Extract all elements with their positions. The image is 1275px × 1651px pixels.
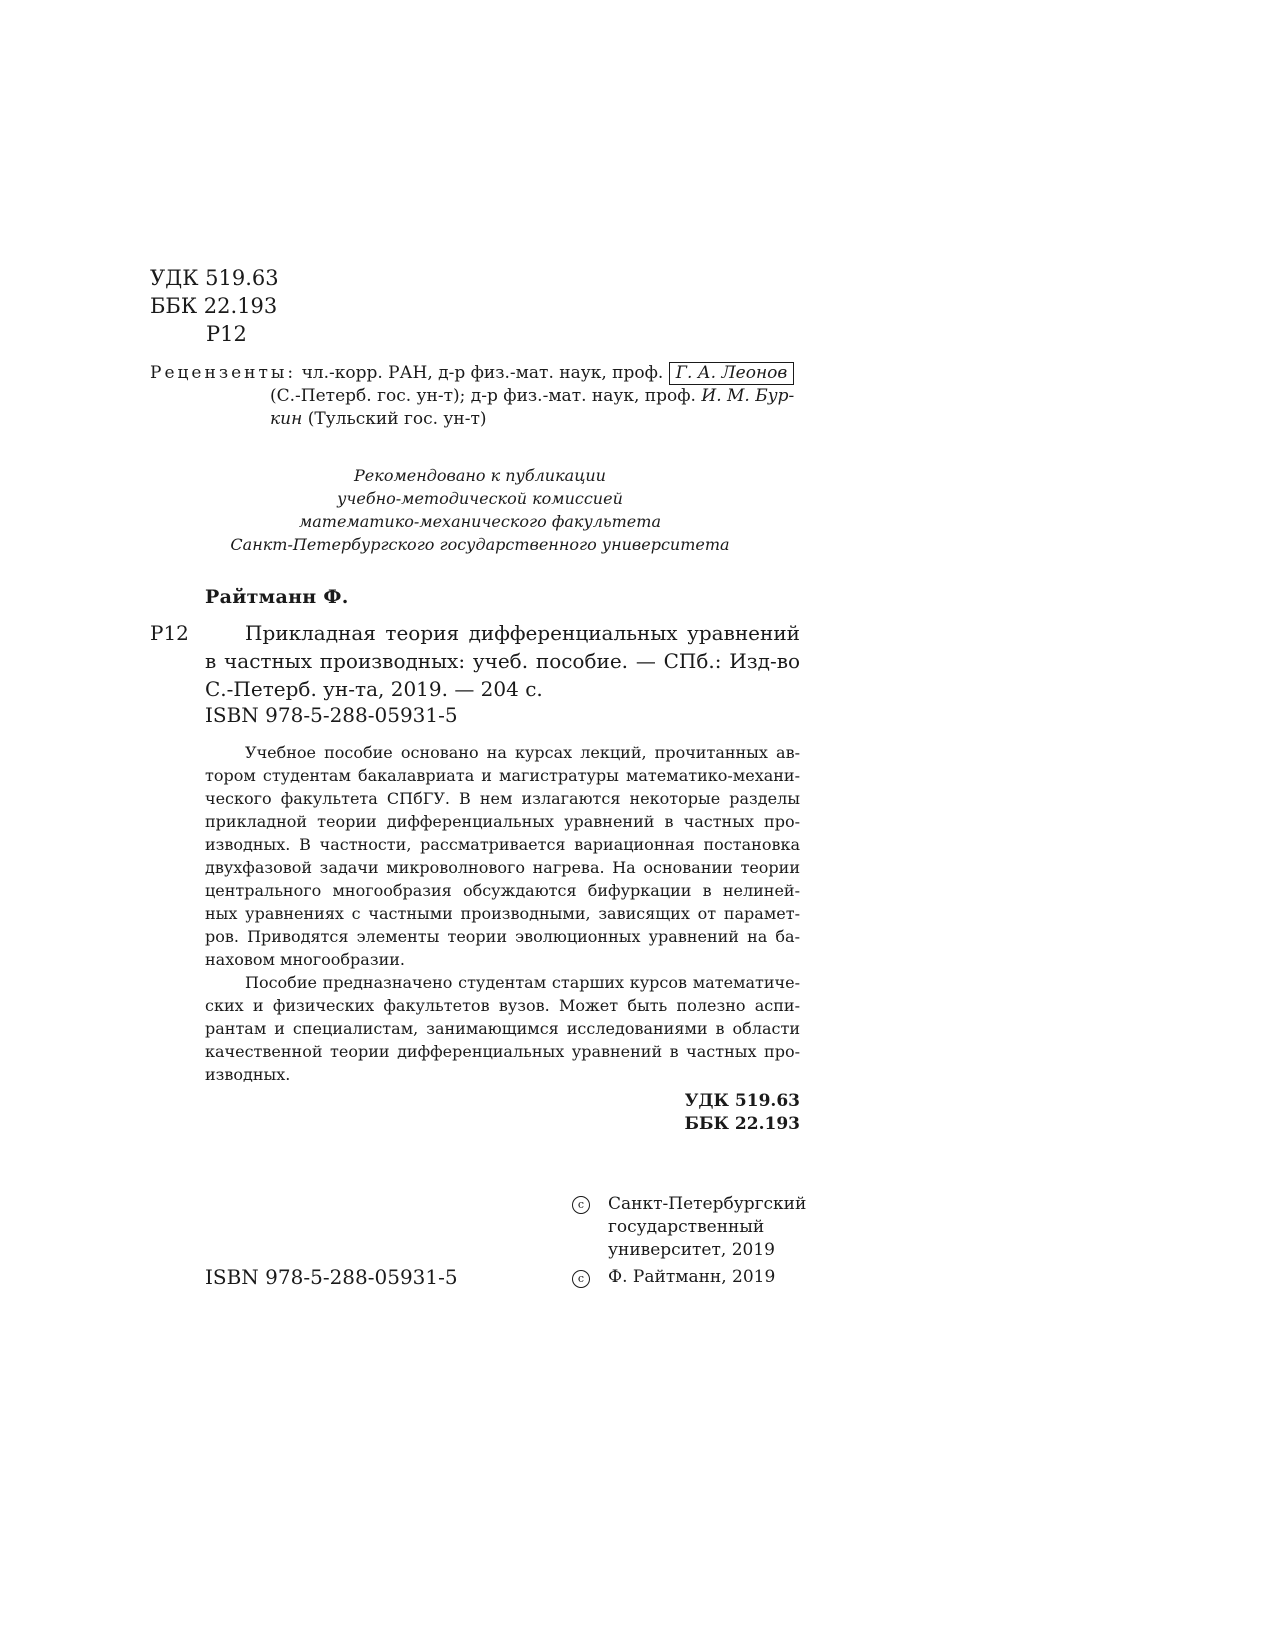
reviewers-continuation xyxy=(150,385,800,408)
reviewer1-name: Г. А. Леонов xyxy=(669,362,795,385)
isbn-bottom: ISBN 978-5-288-05931-5 xyxy=(205,1265,458,1289)
annotation-line: ских и физических факультетов вузов. Может быть полезно аспи- xyxy=(205,996,800,1015)
udk-code-bottom: УДК 519.63 xyxy=(684,1091,800,1111)
recommendation-line: учебно-методической комиссией xyxy=(337,489,623,508)
reviewers-continuation-2 xyxy=(150,408,800,431)
copyright-line: Санкт-Петербургский xyxy=(608,1194,807,1214)
udk-code: УДК 519.63 xyxy=(150,266,279,290)
recommendation-line: математико-механического факультета xyxy=(299,512,661,531)
reviewers-label: Рецензенты: xyxy=(150,363,297,383)
reviewers-block xyxy=(150,362,800,431)
annotation-line: ческого факультета СПбГУ. В нем излагаются некоторые разделы xyxy=(205,789,800,808)
bbk-code-bottom: ББК 22.193 xyxy=(684,1114,800,1134)
annotation-line: качественной теории дифференциальных уравнений в частных про- xyxy=(205,1042,800,1061)
copyright-holder-2: Ф. Райтманн, 2019 xyxy=(608,1267,776,1287)
catalog-description xyxy=(205,619,800,703)
copyright-icon: c xyxy=(572,1196,590,1214)
annotation-block xyxy=(205,741,800,1086)
catalog-code: Р12 xyxy=(150,621,189,645)
annotation-line: Пособие предназначено студентам старших курсов математиче- xyxy=(245,973,800,992)
reviewer2-name-part2: кин xyxy=(270,409,303,429)
annotation-paragraph-1 xyxy=(205,741,800,971)
description-line: Прикладная теория дифференциальных уравнений xyxy=(245,621,800,645)
annotation-line: двухфазовой задачи микроволнового нагрева. На основании теории xyxy=(205,858,800,877)
annotation-line: изводных. xyxy=(205,1065,291,1084)
reviewer1-affiliation: (С.-Петерб. гос. ун-т); д-р физ.-мат. наук, проф. xyxy=(270,386,696,406)
classification-block xyxy=(150,264,279,348)
annotation-line: рантам и специалистам, занимающимся исследованиями в области xyxy=(205,1019,800,1038)
reviewer2-name-part1: И. М. Бур- xyxy=(701,386,795,406)
recommendation-line: Рекомендовано к публикации xyxy=(354,466,606,485)
annotation-line: тором студентам бакалавриата и магистратуры математико-механи- xyxy=(205,766,800,785)
udc-bbk-bottom xyxy=(600,1090,800,1136)
description-line: С.-Петерб. ун-та, 2019. — 204 с. xyxy=(205,677,543,701)
copyright-holder-1 xyxy=(608,1193,806,1262)
bbk-code: ББК 22.193 xyxy=(150,294,278,318)
annotation-paragraph-2 xyxy=(205,971,800,1086)
copyright-line: государственный xyxy=(608,1217,765,1237)
catalog-isbn: ISBN 978-5-288-05931-5 xyxy=(205,703,458,727)
reviewer2-affiliation: (Тульский гос. ун-т) xyxy=(307,409,487,429)
annotation-line: изводных. В частности, рассматривается вариационная постановка xyxy=(205,835,800,854)
copyright-line: университет, 2019 xyxy=(608,1240,775,1260)
recommendation-line: Санкт-Петербургского государственного университета xyxy=(230,535,730,554)
description-line: в частных производных: учеб. пособие. — СПб.: Изд-во xyxy=(205,649,800,673)
annotation-line: ров. Приводятся элементы теории эволюционных уравнений на ба- xyxy=(205,927,800,946)
annotation-line: ных уравнениях с частными производными, зависящих от парамет- xyxy=(205,904,800,923)
annotation-line: центрального многообразия обсуждаются бифуркации в нелиней- xyxy=(205,881,800,900)
copyright-icon: c xyxy=(572,1270,590,1288)
recommendation-block xyxy=(200,464,760,556)
catalog-author: Райтманн Ф. xyxy=(205,586,349,608)
annotation-line: Учебное пособие основано на курсах лекций, прочитанных ав- xyxy=(245,743,800,762)
annotation-line: прикладной теории дифференциальных уравнений в частных про- xyxy=(205,812,800,831)
annotation-line: наховом многообразии. xyxy=(205,950,405,969)
reviewer1-title: чл.-корр. РАН, д-р физ.-мат. наук, проф. xyxy=(301,363,664,383)
author-mark: Р12 xyxy=(206,322,247,346)
